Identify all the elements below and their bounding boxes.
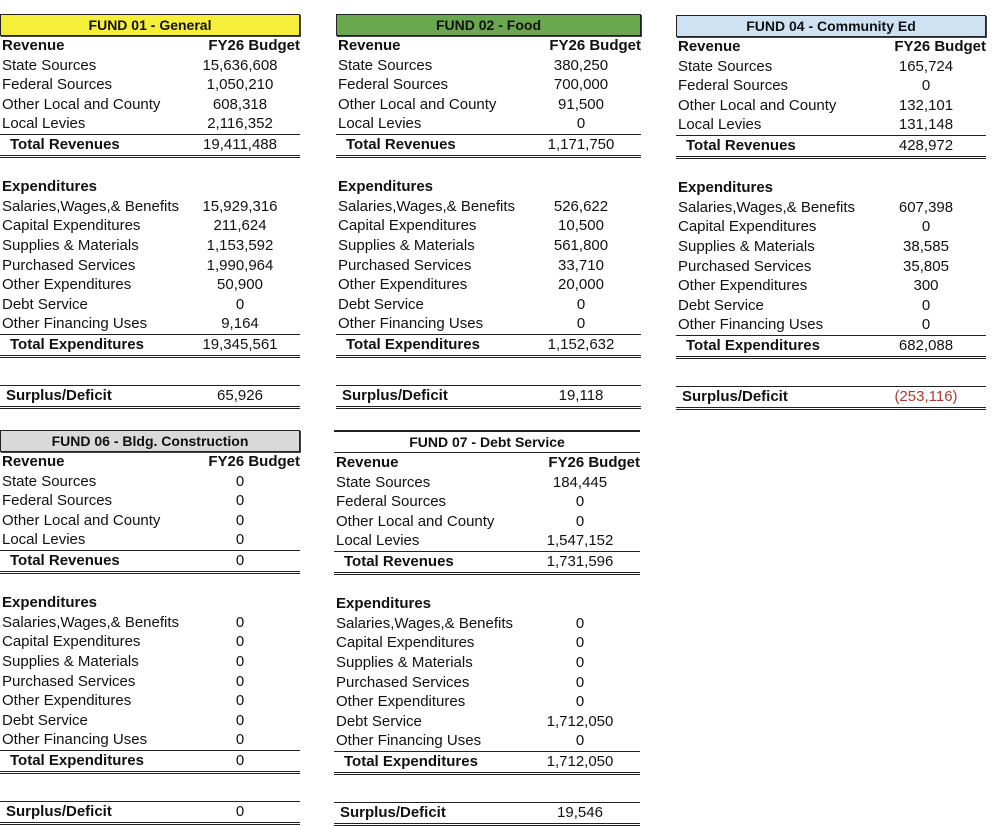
other-exp-label: Other Expenditures: [338, 276, 468, 294]
federal-value: 1,050,210: [206, 76, 274, 94]
levies-row: [0, 114, 300, 134]
levies-label: Local Levies: [336, 532, 420, 550]
surplus-label: Surplus/Deficit: [6, 387, 112, 405]
federal-label: Federal Sources: [336, 493, 447, 511]
other-exp-row: [334, 692, 640, 712]
salaries-value: 0: [235, 613, 245, 631]
capital-label: Capital Expenditures: [2, 217, 141, 235]
purchased-label: Purchased Services: [2, 256, 136, 274]
federal-row: [676, 76, 986, 96]
revenue-heading: Revenue: [2, 37, 65, 54]
debt-row: [0, 295, 300, 315]
other-exp-value: 0: [575, 693, 585, 711]
other-local-row: [334, 512, 640, 532]
other-fin-value: 0: [921, 316, 931, 334]
supplies-row: [676, 237, 986, 257]
salaries-value: 0: [575, 614, 585, 632]
capital-value: 211,624: [213, 217, 267, 235]
budget-heading: FY26 Budget: [548, 454, 640, 471]
expenditures-heading: Expenditures: [338, 178, 434, 196]
total-rev-value: 428,972: [898, 136, 954, 154]
capital-value: 0: [921, 218, 931, 236]
surplus-row: [334, 802, 640, 826]
surplus-label: Surplus/Deficit: [342, 387, 448, 405]
salaries-label: Salaries,Wages,& Benefits: [338, 197, 516, 215]
purchased-value: 33,710: [558, 256, 604, 274]
total-exp-row: [336, 334, 641, 358]
header-row: [0, 452, 300, 472]
surplus-value: (253,116): [894, 388, 958, 406]
other-local-value: 0: [235, 511, 245, 529]
other-local-label: Other Local and County: [336, 512, 495, 530]
other-local-row: [0, 511, 300, 531]
purchased-label: Purchased Services: [2, 672, 136, 690]
capital-row: [0, 632, 300, 652]
total-rev-row: [0, 550, 300, 574]
other-fin-label: Other Financing Uses: [2, 731, 148, 749]
debt-value: 0: [921, 296, 931, 314]
federal-row: [334, 492, 640, 512]
budget-heading: FY26 Budget: [894, 38, 986, 55]
state-row: [676, 57, 986, 77]
other-exp-row: [336, 275, 641, 295]
other-local-label: Other Local and County: [2, 511, 161, 529]
spacer: [336, 158, 641, 178]
header-row: [676, 37, 986, 57]
other-exp-row: [676, 276, 986, 296]
federal-row: [0, 75, 300, 95]
other-local-label: Other Local and County: [2, 95, 161, 113]
other-fin-row: [0, 314, 300, 334]
supplies-value: 38,585: [903, 237, 949, 255]
other-exp-value: 300: [913, 277, 939, 295]
other-local-row: [0, 95, 300, 115]
state-value: 15,636,608: [202, 56, 278, 74]
supplies-row: [336, 236, 641, 256]
debt-row: [676, 296, 986, 316]
spacer: [676, 159, 986, 179]
revenue-heading: Revenue: [678, 38, 741, 55]
surplus-value: 19,546: [557, 804, 603, 822]
other-exp-value: 50,900: [217, 276, 263, 294]
spacer: [676, 359, 986, 379]
federal-label: Federal Sources: [2, 76, 113, 94]
state-value: 184,445: [552, 473, 608, 491]
purchased-value: 1,990,964: [206, 256, 274, 274]
other-local-label: Other Local and County: [678, 96, 837, 114]
fund-02-table: [336, 14, 641, 409]
debt-value: 1,712,050: [546, 712, 614, 730]
levies-row: [334, 531, 640, 551]
surplus-label: Surplus/Deficit: [340, 804, 446, 822]
debt-value: 0: [576, 295, 586, 313]
spacer: [0, 358, 300, 378]
state-row: [0, 472, 300, 492]
debt-value: 0: [235, 711, 245, 729]
federal-value: 0: [921, 77, 931, 95]
total-exp-label: Total Expenditures: [10, 335, 144, 353]
other-local-value: 608,318: [212, 95, 268, 113]
purchased-row: [334, 673, 640, 693]
total-exp-value: 1,712,050: [546, 752, 614, 770]
expenditures-heading-row: [0, 593, 300, 613]
other-fin-value: 0: [576, 315, 586, 333]
other-exp-value: 20,000: [558, 276, 604, 294]
purchased-label: Purchased Services: [338, 256, 472, 274]
expenditures-heading: Expenditures: [678, 179, 774, 197]
other-fin-label: Other Financing Uses: [2, 315, 148, 333]
other-fin-row: [336, 314, 641, 334]
supplies-value: 1,153,592: [206, 236, 274, 254]
total-exp-row: [0, 334, 300, 358]
fund-title: FUND 01 - General: [0, 14, 300, 36]
capital-value: 0: [575, 634, 585, 652]
expenditures-heading-row: [334, 594, 640, 614]
total-rev-label: Total Revenues: [10, 551, 120, 569]
total-exp-value: 682,088: [898, 336, 954, 354]
revenue-heading: Revenue: [2, 453, 65, 470]
other-exp-row: [0, 691, 300, 711]
salaries-row: [0, 613, 300, 633]
debt-row: [334, 712, 640, 732]
purchased-value: 35,805: [903, 257, 949, 275]
state-label: State Sources: [336, 473, 431, 491]
total-exp-label: Total Expenditures: [686, 336, 820, 354]
surplus-label: Surplus/Deficit: [682, 388, 788, 406]
debt-value: 0: [235, 295, 245, 313]
supplies-row: [0, 236, 300, 256]
expenditures-heading: Expenditures: [2, 178, 98, 196]
budget-heading: FY26 Budget: [549, 37, 641, 54]
state-value: 380,250: [553, 56, 609, 74]
surplus-row: [336, 385, 641, 409]
supplies-label: Supplies & Materials: [2, 652, 139, 670]
total-exp-row: [0, 750, 300, 774]
total-exp-row: [676, 335, 986, 359]
total-exp-label: Total Expenditures: [344, 752, 478, 770]
levies-value: 2,116,352: [207, 115, 273, 133]
federal-label: Federal Sources: [338, 76, 449, 94]
levies-value: 0: [576, 115, 586, 133]
salaries-row: [334, 614, 640, 634]
capital-value: 0: [235, 633, 245, 651]
header-row: [334, 453, 640, 473]
other-fin-row: [0, 730, 300, 750]
fund-title: FUND 07 - Debt Service: [334, 430, 640, 453]
state-label: State Sources: [678, 57, 773, 75]
other-local-value: 0: [575, 512, 585, 530]
salaries-value: 607,398: [898, 198, 954, 216]
federal-label: Federal Sources: [2, 492, 113, 510]
supplies-value: 561,800: [553, 236, 609, 254]
capital-label: Capital Expenditures: [338, 217, 477, 235]
other-fin-value: 0: [575, 732, 585, 750]
salaries-row: [336, 197, 641, 217]
purchased-value: 0: [575, 673, 585, 691]
levies-row: [336, 114, 641, 134]
capital-row: [334, 633, 640, 653]
purchased-row: [0, 672, 300, 692]
total-rev-label: Total Revenues: [686, 136, 796, 154]
capital-value: 10,500: [558, 217, 604, 235]
levies-value: 131,148: [898, 116, 954, 134]
capital-label: Capital Expenditures: [678, 218, 817, 236]
total-exp-label: Total Expenditures: [346, 335, 480, 353]
total-rev-value: 19,411,488: [203, 135, 277, 153]
salaries-label: Salaries,Wages,& Benefits: [2, 613, 180, 631]
surplus-label: Surplus/Deficit: [6, 803, 112, 821]
other-local-value: 132,101: [898, 96, 954, 114]
other-exp-row: [0, 275, 300, 295]
federal-value: 0: [575, 493, 585, 511]
federal-value: 0: [235, 492, 245, 510]
other-local-row: [676, 96, 986, 116]
fund-04-table: [676, 15, 986, 410]
budget-heading: FY26 Budget: [208, 37, 300, 54]
total-rev-row: [676, 135, 986, 159]
expenditures-heading-row: [676, 178, 986, 198]
other-fin-label: Other Financing Uses: [338, 315, 484, 333]
debt-label: Debt Service: [338, 295, 424, 313]
supplies-label: Supplies & Materials: [336, 653, 473, 671]
surplus-row: [0, 801, 300, 825]
total-exp-value: 0: [235, 751, 245, 769]
other-local-label: Other Local and County: [338, 95, 497, 113]
surplus-row: [676, 386, 986, 410]
state-label: State Sources: [2, 56, 97, 74]
salaries-row: [0, 197, 300, 217]
state-value: 0: [235, 472, 245, 490]
fund-06-table: [0, 430, 300, 825]
total-rev-row: [334, 551, 640, 575]
total-exp-row: [334, 751, 640, 775]
debt-row: [336, 295, 641, 315]
fund-title: FUND 02 - Food: [336, 14, 641, 36]
salaries-value: 15,929,316: [202, 197, 278, 215]
supplies-value: 0: [575, 653, 585, 671]
expenditures-heading-row: [336, 177, 641, 197]
levies-value: 1,547,152: [546, 532, 614, 550]
other-exp-label: Other Expenditures: [678, 277, 808, 295]
other-exp-value: 0: [235, 692, 245, 710]
total-rev-value: 1,171,750: [547, 135, 615, 153]
federal-value: 700,000: [553, 76, 609, 94]
other-local-value: 91,500: [558, 95, 604, 113]
spacer: [0, 774, 300, 794]
salaries-value: 526,622: [553, 197, 609, 215]
debt-label: Debt Service: [2, 295, 88, 313]
total-rev-row: [0, 134, 300, 158]
capital-label: Capital Expenditures: [2, 633, 141, 651]
other-exp-label: Other Expenditures: [2, 276, 132, 294]
debt-row: [0, 711, 300, 731]
levies-value: 0: [235, 531, 245, 549]
other-fin-label: Other Financing Uses: [336, 732, 482, 750]
capital-label: Capital Expenditures: [336, 634, 475, 652]
revenue-heading: Revenue: [338, 37, 401, 54]
supplies-label: Supplies & Materials: [2, 236, 139, 254]
surplus-value: 19,118: [558, 387, 604, 405]
federal-label: Federal Sources: [678, 77, 789, 95]
fund-01-table: [0, 14, 300, 409]
state-row: [334, 473, 640, 493]
total-exp-label: Total Expenditures: [10, 751, 144, 769]
purchased-row: [676, 257, 986, 277]
spacer: [334, 575, 640, 595]
total-rev-label: Total Revenues: [344, 552, 454, 570]
total-rev-row: [336, 134, 641, 158]
state-row: [0, 56, 300, 76]
expenditures-heading: Expenditures: [2, 594, 98, 612]
spacer: [334, 775, 640, 795]
budget-heading: FY26 Budget: [208, 453, 300, 470]
salaries-label: Salaries,Wages,& Benefits: [336, 614, 514, 632]
debt-label: Debt Service: [2, 711, 88, 729]
levies-label: Local Levies: [678, 116, 762, 134]
total-rev-value: 1,731,596: [546, 552, 614, 570]
debt-label: Debt Service: [678, 296, 764, 314]
state-row: [336, 56, 641, 76]
capital-row: [336, 216, 641, 236]
supplies-row: [334, 653, 640, 673]
other-exp-label: Other Expenditures: [2, 692, 132, 710]
purchased-label: Purchased Services: [678, 257, 812, 275]
surplus-value: 65,926: [217, 387, 263, 405]
spacer: [336, 358, 641, 378]
surplus-row: [0, 385, 300, 409]
federal-row: [336, 75, 641, 95]
expenditures-heading: Expenditures: [336, 595, 432, 613]
total-exp-value: 1,152,632: [547, 335, 615, 353]
total-rev-value: 0: [235, 551, 245, 569]
federal-row: [0, 491, 300, 511]
levies-label: Local Levies: [338, 115, 422, 133]
other-exp-label: Other Expenditures: [336, 693, 466, 711]
supplies-label: Supplies & Materials: [338, 236, 475, 254]
other-fin-label: Other Financing Uses: [678, 316, 824, 334]
revenue-heading: Revenue: [336, 454, 399, 471]
state-label: State Sources: [2, 472, 97, 490]
state-label: State Sources: [338, 56, 433, 74]
other-fin-row: [334, 731, 640, 751]
salaries-label: Salaries,Wages,& Benefits: [678, 198, 856, 216]
debt-label: Debt Service: [336, 712, 422, 730]
levies-label: Local Levies: [2, 531, 86, 549]
supplies-value: 0: [235, 652, 245, 670]
purchased-label: Purchased Services: [336, 673, 470, 691]
header-row: [336, 36, 641, 56]
levies-row: [0, 530, 300, 550]
purchased-row: [0, 256, 300, 276]
total-rev-label: Total Revenues: [10, 135, 120, 153]
fund-title: FUND 04 - Community Ed: [676, 15, 986, 37]
capital-row: [676, 217, 986, 237]
salaries-label: Salaries,Wages,& Benefits: [2, 197, 180, 215]
total-rev-label: Total Revenues: [346, 135, 456, 153]
header-row: [0, 36, 300, 56]
salaries-row: [676, 198, 986, 218]
surplus-value: 0: [235, 803, 245, 821]
capital-row: [0, 216, 300, 236]
other-local-row: [336, 95, 641, 115]
state-value: 165,724: [898, 57, 954, 75]
other-fin-value: 9,164: [221, 315, 259, 333]
total-exp-value: 19,345,561: [202, 335, 278, 353]
levies-row: [676, 115, 986, 135]
fund-title: FUND 06 - Bldg. Construction: [0, 430, 300, 452]
spacer: [0, 574, 300, 594]
purchased-row: [336, 256, 641, 276]
levies-label: Local Levies: [2, 115, 86, 133]
supplies-row: [0, 652, 300, 672]
other-fin-row: [676, 315, 986, 335]
spacer: [0, 158, 300, 178]
fund-07-table: [334, 430, 640, 826]
supplies-label: Supplies & Materials: [678, 237, 815, 255]
other-fin-value: 0: [235, 731, 245, 749]
expenditures-heading-row: [0, 177, 300, 197]
purchased-value: 0: [235, 672, 245, 690]
